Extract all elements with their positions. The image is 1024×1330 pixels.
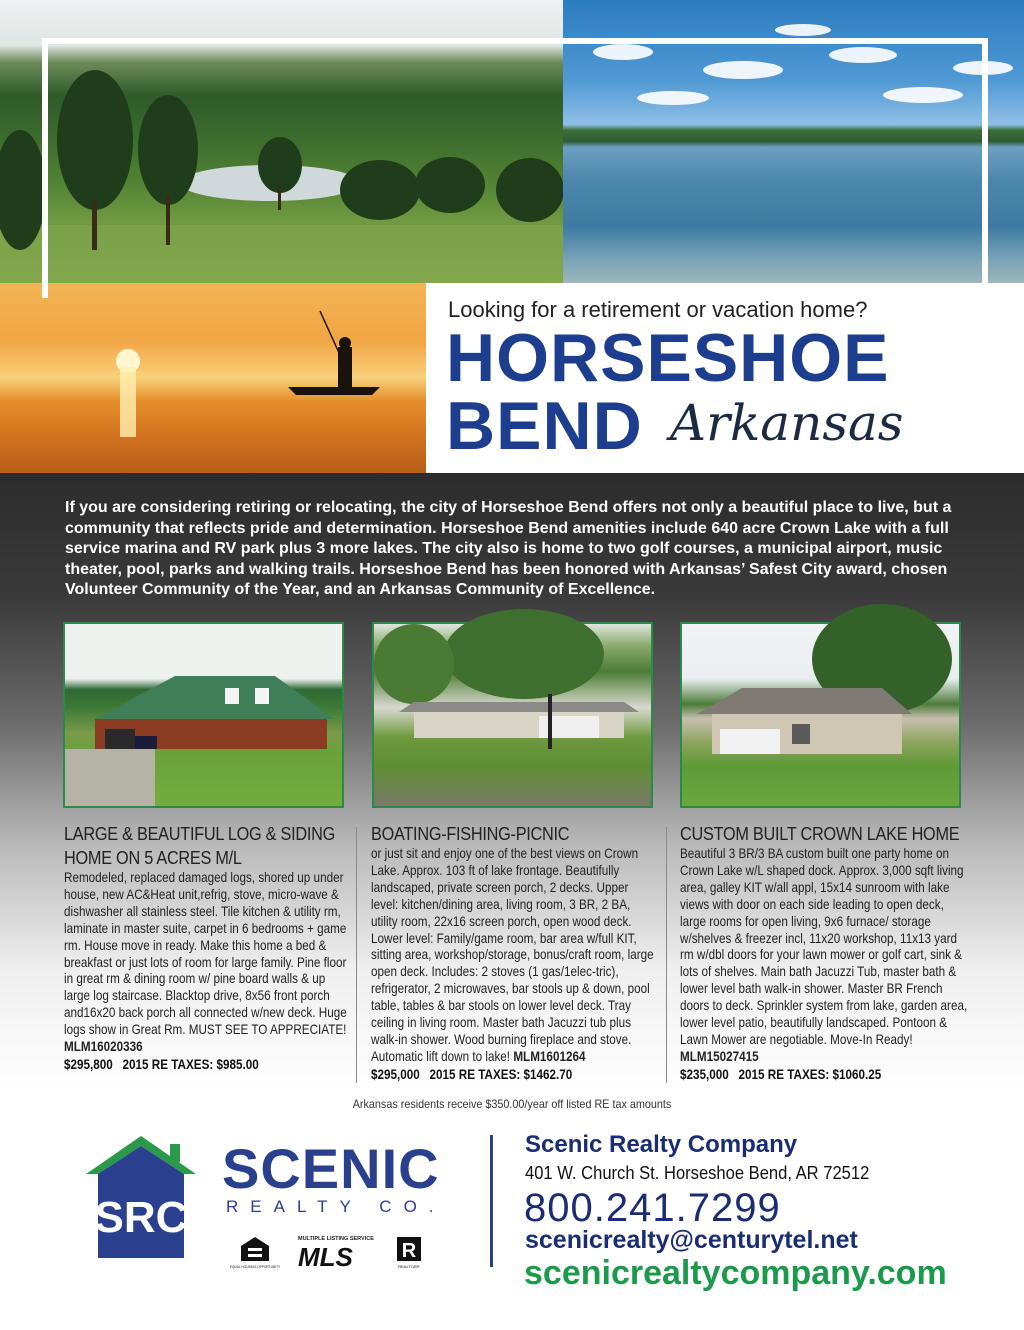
crown-lake-photo <box>563 0 1024 283</box>
scenic-realty-logo-icon <box>86 1132 196 1262</box>
listing-1-price: $295,800 <box>64 1056 113 1072</box>
listing-2-description <box>371 846 658 1066</box>
column-divider <box>356 827 357 1083</box>
listing-2-taxes: 2015 RE TAXES: $1462.70 <box>429 1066 573 1082</box>
column-divider <box>666 827 667 1083</box>
eho-caption: EQUAL HOUSING OPPORTUNITY <box>229 1265 281 1269</box>
listing-2-title: BOATING-FISHING-PICNIC <box>371 823 570 844</box>
mls-logo <box>298 1236 376 1276</box>
brand-subtitle: REALTY CO. <box>226 1197 446 1216</box>
custom-home-image <box>682 624 959 806</box>
listing-1-text: Remodeled, replaced damaged logs, shored up under house, new AC&Heat unit,refrig, stove, micro-wave & dishwasher all stainless steel. Tile kitchen & utility rm, laminate in master suite, carpet in 6 bedrooms + game rm. House move in ready. Make this home a bed & breakfast or just lots of room for large family. Pine floor in great rm & dining room w/ pine board walls & up large log staircase. Blacktop drive, 8x56 front porch and16x20 back porch all connected w/new deck. Huge logs show in Great Rm. MUST SEE TO APPRECIATE! <box>64 870 347 1038</box>
listing-1-taxes: 2015 RE TAXES: $985.00 <box>122 1056 259 1072</box>
listing-3-taxes: 2015 RE TAXES: $1060.25 <box>738 1066 882 1082</box>
title-horseshoe: HORSESHOE <box>446 320 890 396</box>
listing-1-price-line <box>64 1056 351 1073</box>
listing-1-description <box>64 870 351 1056</box>
realtor-letter: R <box>401 1240 417 1262</box>
listing-3-text: Beautiful 3 BR/3 BA custom built one party home on Crown Lake w/L shaped dock. Approx. 3,000 sqft living area, galley KIT w/all appl, 15x14 sunroom with lake views with door on each side leading to open deck, large rooms for open living, 9x6 furnace/ storage w/shelves & freezer incl, 11x20 workshop, 11x13 yard rm w/dbl doors for your lawn mower or golf cart, sink & lots of shelves. Main bath Jacuzzi Tub, master bath & lower level bath walk-in shower. Master BR French doors to deck. Sprinkler system from lake, garden area, lower level patio, beautifully landscaped. Pontoon & Lawn Mower are negotiable. Move-In Ready! <box>680 846 968 1047</box>
listing-2-photo <box>372 622 653 808</box>
listing-1-photo <box>63 622 344 808</box>
company-name: Scenic Realty Company <box>525 1131 798 1158</box>
log-home-image <box>65 624 342 806</box>
lake-scene <box>563 0 1024 283</box>
intro-paragraph: If you are considering retiring or relocating, the city of Horseshoe Bend offers not only a beautiful place to live, but a community that reflects pride and determination. Horseshoe Bend amenities include 640 acre Crown Lake with a full service marina and RV park plus 3 more lakes. The city also is home to two golf courses, a municipal airport, music theater, pool, parks and walking trails. Horseshoe Bend has been honored with Arkansas’ Safest City award, chosen Volunteer Community of the Year, and an Arkansas Community of Excellence. <box>65 499 952 598</box>
company-phone[interactable]: 800.241.7299 <box>524 1186 781 1230</box>
realtor-caption: REALTOR® <box>398 1264 420 1269</box>
equal-housing-icon <box>229 1236 281 1270</box>
listing-3-mlm: MLM15027415 <box>680 1048 759 1064</box>
tagline: Looking for a retirement or vacation home? <box>448 297 868 322</box>
tax-note: Arkansas residents receive $350.00/year off listed RE tax amounts <box>352 1097 672 1111</box>
title-bend: BEND <box>446 388 643 464</box>
logo-letters: SRC <box>94 1193 188 1242</box>
footer-divider <box>490 1135 493 1267</box>
listing-3-price-line <box>680 1066 967 1083</box>
listing-1 <box>64 822 349 1073</box>
company-address: 401 W. Church St. Horseshoe Bend, AR 72512 <box>525 1163 870 1183</box>
listing-3-photo <box>680 622 961 808</box>
mls-caption: MULTIPLE LISTING SERVICE <box>298 1236 374 1242</box>
company-email[interactable]: scenicrealty@centurytel.net <box>525 1226 858 1254</box>
listing-3-title: CUSTOM BUILT CROWN LAKE HOME <box>680 823 960 844</box>
listing-2-price: $295,000 <box>371 1066 420 1082</box>
listing-2-price-line <box>371 1066 658 1083</box>
listing-3 <box>680 822 968 1083</box>
golf-course-lake-photo <box>0 0 563 283</box>
listing-1-title: LARGE & BEAUTIFUL LOG & SIDING HOME ON 5 ACRES M/L <box>64 823 336 868</box>
sunset-scene <box>0 283 426 473</box>
listing-3-price: $235,000 <box>680 1066 729 1082</box>
listing-2-mlm: MLM1601264 <box>513 1048 586 1064</box>
ranch-home-image <box>374 624 651 806</box>
listing-3-description <box>680 846 967 1066</box>
realtor-icon <box>394 1236 424 1270</box>
mls-text: MLS <box>298 1242 353 1272</box>
listing-2 <box>371 822 656 1083</box>
sunset-fishing-photo <box>0 283 426 473</box>
golf-scene <box>0 0 563 283</box>
heading-block <box>426 283 1024 473</box>
listing-1-mlm: MLM16020336 <box>64 1039 143 1055</box>
brand-name: SCENIC <box>222 1137 440 1200</box>
listings-section <box>0 473 1024 1093</box>
company-website[interactable]: scenicrealtycompany.com <box>524 1254 947 1292</box>
listing-2-text: or just sit and enjoy one of the best views on Crown Lake. Approx. 103 ft of lake frontage. Beautifully landscaped, private screen porch, 2 decks. Upper level: kitchen/dining area, living room, 3 BR, 2 BA, utility room, 22x16 screen porch, open wood deck. Lower level: Family/game room, bar area w/full KIT, sitting area, workshop/storage, bonus/craft room, large open deck. Includes: 2 stoves (1 gas/1elec-tric), refrigerator, 2 microwaves, bar stools up & down, pool table, tables & bar stools on lower level deck. Tray ceiling in living room. Master bath Jacuzzi tub plus walk-in shower. Wood burning fireplace and stove. Automatic lift down to lake! <box>371 846 654 1064</box>
title-arkansas-script: Arkansas <box>670 394 904 452</box>
